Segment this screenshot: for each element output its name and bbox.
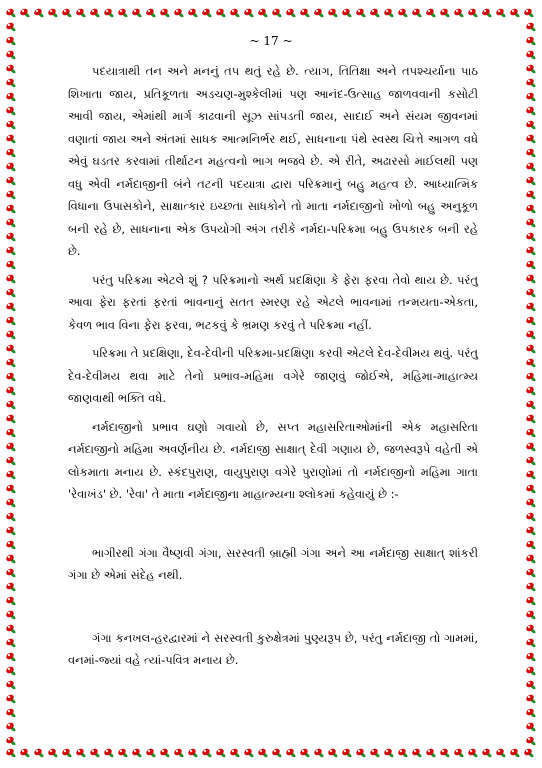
border-flower [187, 7, 198, 18]
border-flower [5, 721, 16, 732]
border-flower [525, 511, 536, 522]
border-flower [525, 581, 536, 592]
border-flower [5, 539, 16, 550]
border-flower [5, 301, 16, 312]
border-flower [89, 747, 100, 758]
border-flower [525, 427, 536, 438]
border-flower [327, 747, 338, 758]
border-flower [525, 189, 536, 200]
border-flower [525, 595, 536, 606]
border-flower [453, 747, 464, 758]
border-flower [285, 747, 296, 758]
border-flower [5, 259, 16, 270]
border-flower [229, 7, 240, 18]
border-flower [525, 623, 536, 634]
border-flower [355, 7, 366, 18]
border-flower [369, 747, 380, 758]
border-flower [525, 567, 536, 578]
border-flower [5, 441, 16, 452]
border-flower [341, 7, 352, 18]
border-flower [5, 133, 16, 144]
border-flower [257, 7, 268, 18]
border-flower [5, 371, 16, 382]
paragraph-parikrama-meaning: પરંતુ પરિક્રમા એટલે શું ? પરિક્રમાનો અર્થ પ્રદક્ષિણા કે ફેરા ફરવા તેવો થાય છે. પરંતુ આવા ફેરા ફરતાં ફરતાં ભાવનાનું સતત સ્મરણ રહે એટલે ભાવનામાં તન્મયતા-એકતા, કેવળ ભાવ વિના ફેરા ફરવા, ભટકવું કે ભ્રમણ કરવું તે પરિક્રમા નહીં. [68, 272, 478, 332]
border-flower [525, 91, 536, 102]
border-flower [61, 747, 72, 758]
border-flower [525, 735, 536, 746]
border-flower [5, 651, 16, 662]
border-flower [271, 747, 282, 758]
border-flower [75, 747, 86, 758]
border-flower [313, 747, 324, 758]
border-flower [5, 119, 16, 130]
border-flower [383, 7, 394, 18]
border-flower [5, 21, 16, 32]
border-flower [89, 7, 100, 18]
border-flower [525, 665, 536, 676]
border-flower [5, 189, 16, 200]
border-flower [5, 609, 16, 620]
border-flower [19, 747, 30, 758]
border-flower [243, 7, 254, 18]
border-flower [525, 497, 536, 508]
border-flower [525, 651, 536, 662]
border-flower [5, 567, 16, 578]
border-flower [525, 455, 536, 466]
border-flower [525, 315, 536, 326]
border-flower [525, 301, 536, 312]
border-flower [5, 413, 16, 424]
border-flower [525, 371, 536, 382]
border-flower [481, 7, 492, 18]
border-flower [5, 455, 16, 466]
border-flower [525, 637, 536, 648]
border-flower [525, 287, 536, 298]
border-flower [75, 7, 86, 18]
border-flower [215, 747, 226, 758]
border-flower [5, 105, 16, 116]
border-flower [159, 747, 170, 758]
border-flower [525, 231, 536, 242]
border-flower [525, 385, 536, 396]
border-flower [61, 7, 72, 18]
border-flower [525, 525, 536, 536]
border-flower [5, 161, 16, 172]
border-flower [525, 105, 536, 116]
border-flower [47, 7, 58, 18]
paragraph-pradakshina: પરિક્રમા તે પ્રદક્ષિણા, દેવ-દેવીની પરિક્રમા-પ્રદક્ષિણા કરવી એટલે દેવ-દેવીમય થવું. પરંતુ દેવ-દેવીમય થવા માટે તેનો પ્રભાવ-મહિમા વગેરે જાણવું જોઈએ, મહિમા-માહાત્મ્ય જાણવાથી ભક્તિ વધે. [68, 346, 478, 405]
border-flower [439, 7, 450, 18]
border-flower [5, 679, 16, 690]
border-flower [5, 581, 16, 592]
border-flower [525, 539, 536, 550]
border-flower [525, 175, 536, 186]
border-flower [5, 469, 16, 480]
verse-explanation-2: ગંગા કનખલ-હરદ્વારમાં ને સરસ્વતી કુરુક્ષેત્રમાં પુણ્યરૂપ છે, પરંતુ નર્મદાજી તો ગામમાં, વનમાં-જ્યાં વહે ત્યાં-પવિત્ર મનાય છે. [68, 630, 478, 667]
border-flower [145, 7, 156, 18]
border-flower [5, 553, 16, 564]
border-flower [425, 747, 436, 758]
border-flower [525, 441, 536, 452]
border-flower [173, 7, 184, 18]
border-flower [525, 693, 536, 704]
border-flower [5, 63, 16, 74]
border-flower [525, 259, 536, 270]
border-flower [525, 721, 536, 732]
border-flower [495, 7, 506, 18]
border-flower [327, 7, 338, 18]
border-flower [495, 747, 506, 758]
border-flower [33, 747, 44, 758]
border-flower [103, 7, 114, 18]
border-flower [271, 7, 282, 18]
border-flower [525, 133, 536, 144]
border-flower [159, 7, 170, 18]
border-flower [525, 609, 536, 620]
border-flower [145, 747, 156, 758]
border-flower [5, 217, 16, 228]
border-flower [313, 7, 324, 18]
border-flower [201, 747, 212, 758]
border-flower [5, 91, 16, 102]
border-flower [5, 329, 16, 340]
border-flower [525, 21, 536, 32]
border-flower [341, 747, 352, 758]
border-flower [525, 77, 536, 88]
border-flower [131, 747, 142, 758]
border-flower [5, 385, 16, 396]
border-flower [5, 747, 16, 758]
border-flower [525, 273, 536, 284]
border-flower [201, 7, 212, 18]
border-flower [5, 203, 16, 214]
border-flower [5, 693, 16, 704]
border-flower [5, 245, 16, 256]
border-flower [525, 161, 536, 172]
border-flower [453, 7, 464, 18]
border-flower [5, 427, 16, 438]
border-flower [5, 231, 16, 242]
border-flower [19, 7, 30, 18]
border-flower [5, 595, 16, 606]
paragraph-narmada-mahima: નર્મદાજીનો પ્રભાવ ઘણો ગવાયો છે, સપ્ત મહાસરિતાઓમાંની એક મહાસરિતા નર્મદાજીનો મહિમા અવર્ણનીય છે. નર્મદાજી સાક્ષાત્ દેવી ગણાય છે, જળસ્વરૂપે વહેતી એ લોકમાતા મનાય છે. સ્કંદપુરાણ, વાયુપુરાણ વગેરે પુરાણોમાં તો નર્મદાજીનો મહિમા ગાતા 'રેવાખંડ' છે. 'રેવા' તે માતા નર્મદાજીના માહાત્મ્યના શ્લોકમાં કહેવાયું છે :- [68, 419, 478, 501]
border-flower [525, 49, 536, 60]
border-flower [525, 413, 536, 424]
border-flower [5, 7, 16, 18]
border-flower [117, 747, 128, 758]
border-flower [5, 623, 16, 634]
border-flower [525, 245, 536, 256]
border-flower [33, 7, 44, 18]
border-flower [5, 287, 16, 298]
border-flower [5, 707, 16, 718]
border-flower [525, 329, 536, 340]
border-flower [467, 7, 478, 18]
border-flower [5, 525, 16, 536]
border-flower [5, 343, 16, 354]
border-flower [5, 357, 16, 368]
border-flower [509, 7, 520, 18]
border-flower [425, 7, 436, 18]
border-flower [523, 7, 534, 18]
border-flower [5, 497, 16, 508]
border-flower [411, 747, 422, 758]
border-flower [5, 511, 16, 522]
border-flower [229, 747, 240, 758]
border-flower [383, 747, 394, 758]
border-flower [411, 7, 422, 18]
border-flower [5, 147, 16, 158]
border-flower [525, 399, 536, 410]
border-flower [5, 665, 16, 676]
verse-explanation-1: ભાગીરથી ગંગા વૈષ્ણવી ગંગા, સરસ્વતી બ્રાહ્મી ગંગા અને આ નર્મદાજી સાક્ષાત્ શાંકરી ગંગા છે એમાં સંદેહ નથી. [68, 545, 478, 582]
border-flower [355, 747, 366, 758]
paragraph-padyatra: પદયાત્રાથી તન અને મનનું તપ થતું રહે છે. ત્યાગ, તિતિક્ષા અને તપશ્ચર્યાના પાઠ શિખાતા જાય, પ્રતિકૂળતા અડચણ-મુશ્કેલીમાં પણ આનંદ-ઉત્સાહ જાળવવાની કસોટી આવી જાય, એમાંથી માર્ગ કાઢવાની સૂઝ સાંપડતી જાય, સાદાઈ અને સંયમ જીવનમાં વણાતાં જાય અને અંતમાં સાધક આત્મનિર્ભર થઈ, સાધનાના પંથે સ્વસ્થ ચિત્તે આગળ વધે એવું ઘડતર કરવામાં તીર્થાટન મહત્વનો ભાગ ભજવે છે. એ રીતે, અઢારસો માઈલથી પણ વધુ એવી નર્મદાજીની બંને તટની પદયાત્રા દ્વારા પરિક્રમાનું બહુ મહત્વ છે. આધ્યાત્મિક વિધાના ઉપાસકોને, સાક્ષાત્કાર ઇચ્છતા સાધકોને તો માતા નર્મદાજીનો ખોળો બહુ અનુકૂળ બની રહે છે, સાધનાના એક ઉપયોગી અંગ તરીકે નર્મદા-પરિક્રમા બહુ ઉપકારક બની રહે છે. [68, 64, 478, 258]
border-flower [525, 203, 536, 214]
border-flower [525, 679, 536, 690]
border-flower [117, 7, 128, 18]
border-flower [523, 747, 534, 758]
border-flower [5, 399, 16, 410]
border-flower [173, 747, 184, 758]
border-flower [5, 49, 16, 60]
border-flower [525, 357, 536, 368]
border-flower [5, 735, 16, 746]
border-flower [397, 7, 408, 18]
border-flower [439, 747, 450, 758]
border-flower [47, 747, 58, 758]
border-flower [299, 747, 310, 758]
border-flower [525, 707, 536, 718]
border-flower [5, 175, 16, 186]
page-number: ~ 17 ~ [249, 34, 293, 48]
border-flower [525, 119, 536, 130]
border-flower [525, 483, 536, 494]
border-flower [285, 7, 296, 18]
border-flower [299, 7, 310, 18]
border-flower [525, 469, 536, 480]
border-flower [131, 7, 142, 18]
border-flower [257, 747, 268, 758]
border-flower [525, 147, 536, 158]
border-flower [187, 747, 198, 758]
page-body [68, 60, 478, 678]
border-flower [397, 747, 408, 758]
border-flower [525, 343, 536, 354]
border-flower [481, 747, 492, 758]
border-flower [5, 483, 16, 494]
border-flower [525, 63, 536, 74]
border-flower [525, 217, 536, 228]
border-flower [509, 747, 520, 758]
border-flower [243, 747, 254, 758]
border-flower [5, 315, 16, 326]
border-flower [215, 7, 226, 18]
border-flower [103, 747, 114, 758]
border-flower [369, 7, 380, 18]
border-flower [5, 273, 16, 284]
border-flower [5, 637, 16, 648]
border-flower [5, 77, 16, 88]
border-flower [525, 553, 536, 564]
border-flower [467, 747, 478, 758]
